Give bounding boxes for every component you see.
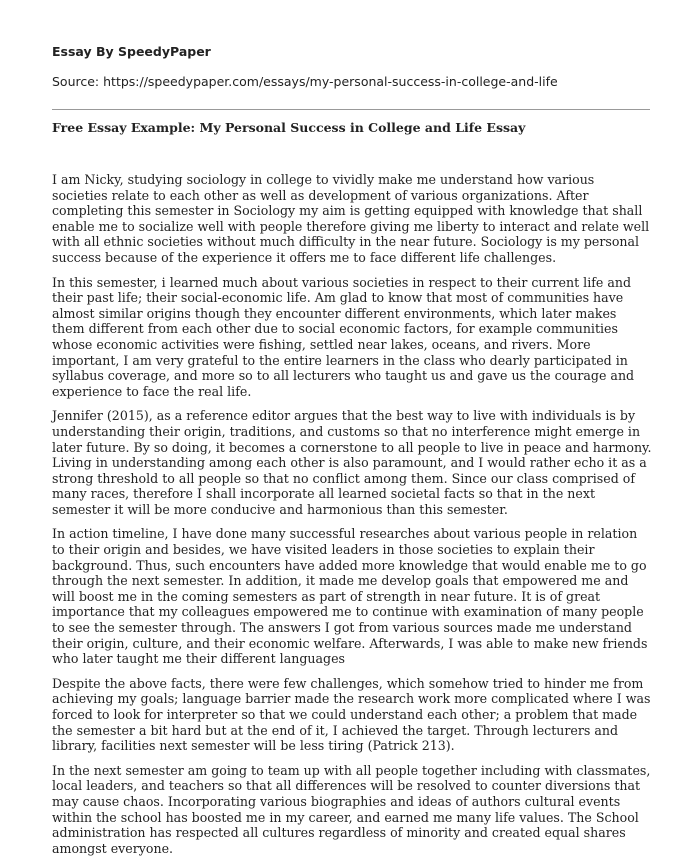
brand-label: Essay By SpeedyPaper xyxy=(52,44,211,59)
header-divider xyxy=(52,109,650,110)
paragraph: In the next semester am going to team up with all people together including with classmates, local leaders, and teachers so that all differences will be resolved to counter diversions that may cause chaos. Incorporating various biographies and ideas of authors cultural events within the school has boosted me in my career, and earned me many life values. The School administration has respected all cultures regardless of minority and created equal shares amongst everyone. xyxy=(52,762,651,856)
paragraph: Jennifer (2015), as a reference editor argues that the best way to live with individuals is by understanding their origin, traditions, and customs so that no interference might emerge in later future. By so doing, it becomes a cornerstone to all people to live in peace and harmony. Living in understanding among each other is also paramount, and I would rather echo it as a strong threshold to all people so that no conflict among them. Since our class comprised of many races, therefore I shall incorporate all learned societal facts so that in the next semester it will be more conducive and harmonious than this semester. xyxy=(52,408,652,517)
paragraph: Despite the above facts, there were few challenges, which somehow tried to hinder me from achieving my goals; language barrier made the research work more complicated where I was forced to look for interpreter so that we could understand each other; a problem that made the semester a bit hard but at the end of it, I achieved the target. Through lecturers and library, facilities next semester will be less tiring (Patrick 213). xyxy=(52,675,651,754)
essay-body xyxy=(52,172,652,865)
paragraph: In this semester, i learned much about various societies in respect to their current life and their past life; their social-economic life. Am glad to know that most of communities have almost similar origins though they encounter different environments, which later makes them different from each other due to social economic factors, for example communities whose economic activities were fishing, settled near lakes, oceans, and rivers. More important, I am very grateful to the entire learners in the class who dearly participated in syllabus coverage, and more so to all lecturers who taught us and gave us the courage and experience to face the real life. xyxy=(52,274,635,399)
paragraph: In action timeline, I have done many successful researches about various people in relation to their origin and besides, we have visited leaders in those societies to explain their background. Thus, such encounters have added more knowledge that would enable me to go through the next semester. In addition, it made me develop goals that empowered me and will boost me in the coming semesters as part of strength in near future. It is of great importance that my colleagues empowered me to continue with examination of many people to see the semester through. The answers I got from various sources made me understand their origin, culture, and their economic welfare. Afterwards, I was able to make new friends who later taught me their different languages xyxy=(52,526,648,667)
source-line: Source: https://speedypaper.com/essays/my-personal-success-in-college-and-life xyxy=(52,74,558,89)
essay-title: Free Essay Example: My Personal Success in College and Life Essay xyxy=(52,120,526,135)
paragraph: I am Nicky, studying sociology in college to vividly make me understand how various societies relate to each other as well as development of various organizations. After completing this semester in Sociology my aim is getting equipped with knowledge that shall enable me to socialize well with people therefore giving me liberty to interact and relate well with all ethnic societies without much difficulty in the near future. Sociology is my personal success because of the experience it offers me to face different life challenges. xyxy=(52,172,650,265)
document-header xyxy=(52,44,652,90)
